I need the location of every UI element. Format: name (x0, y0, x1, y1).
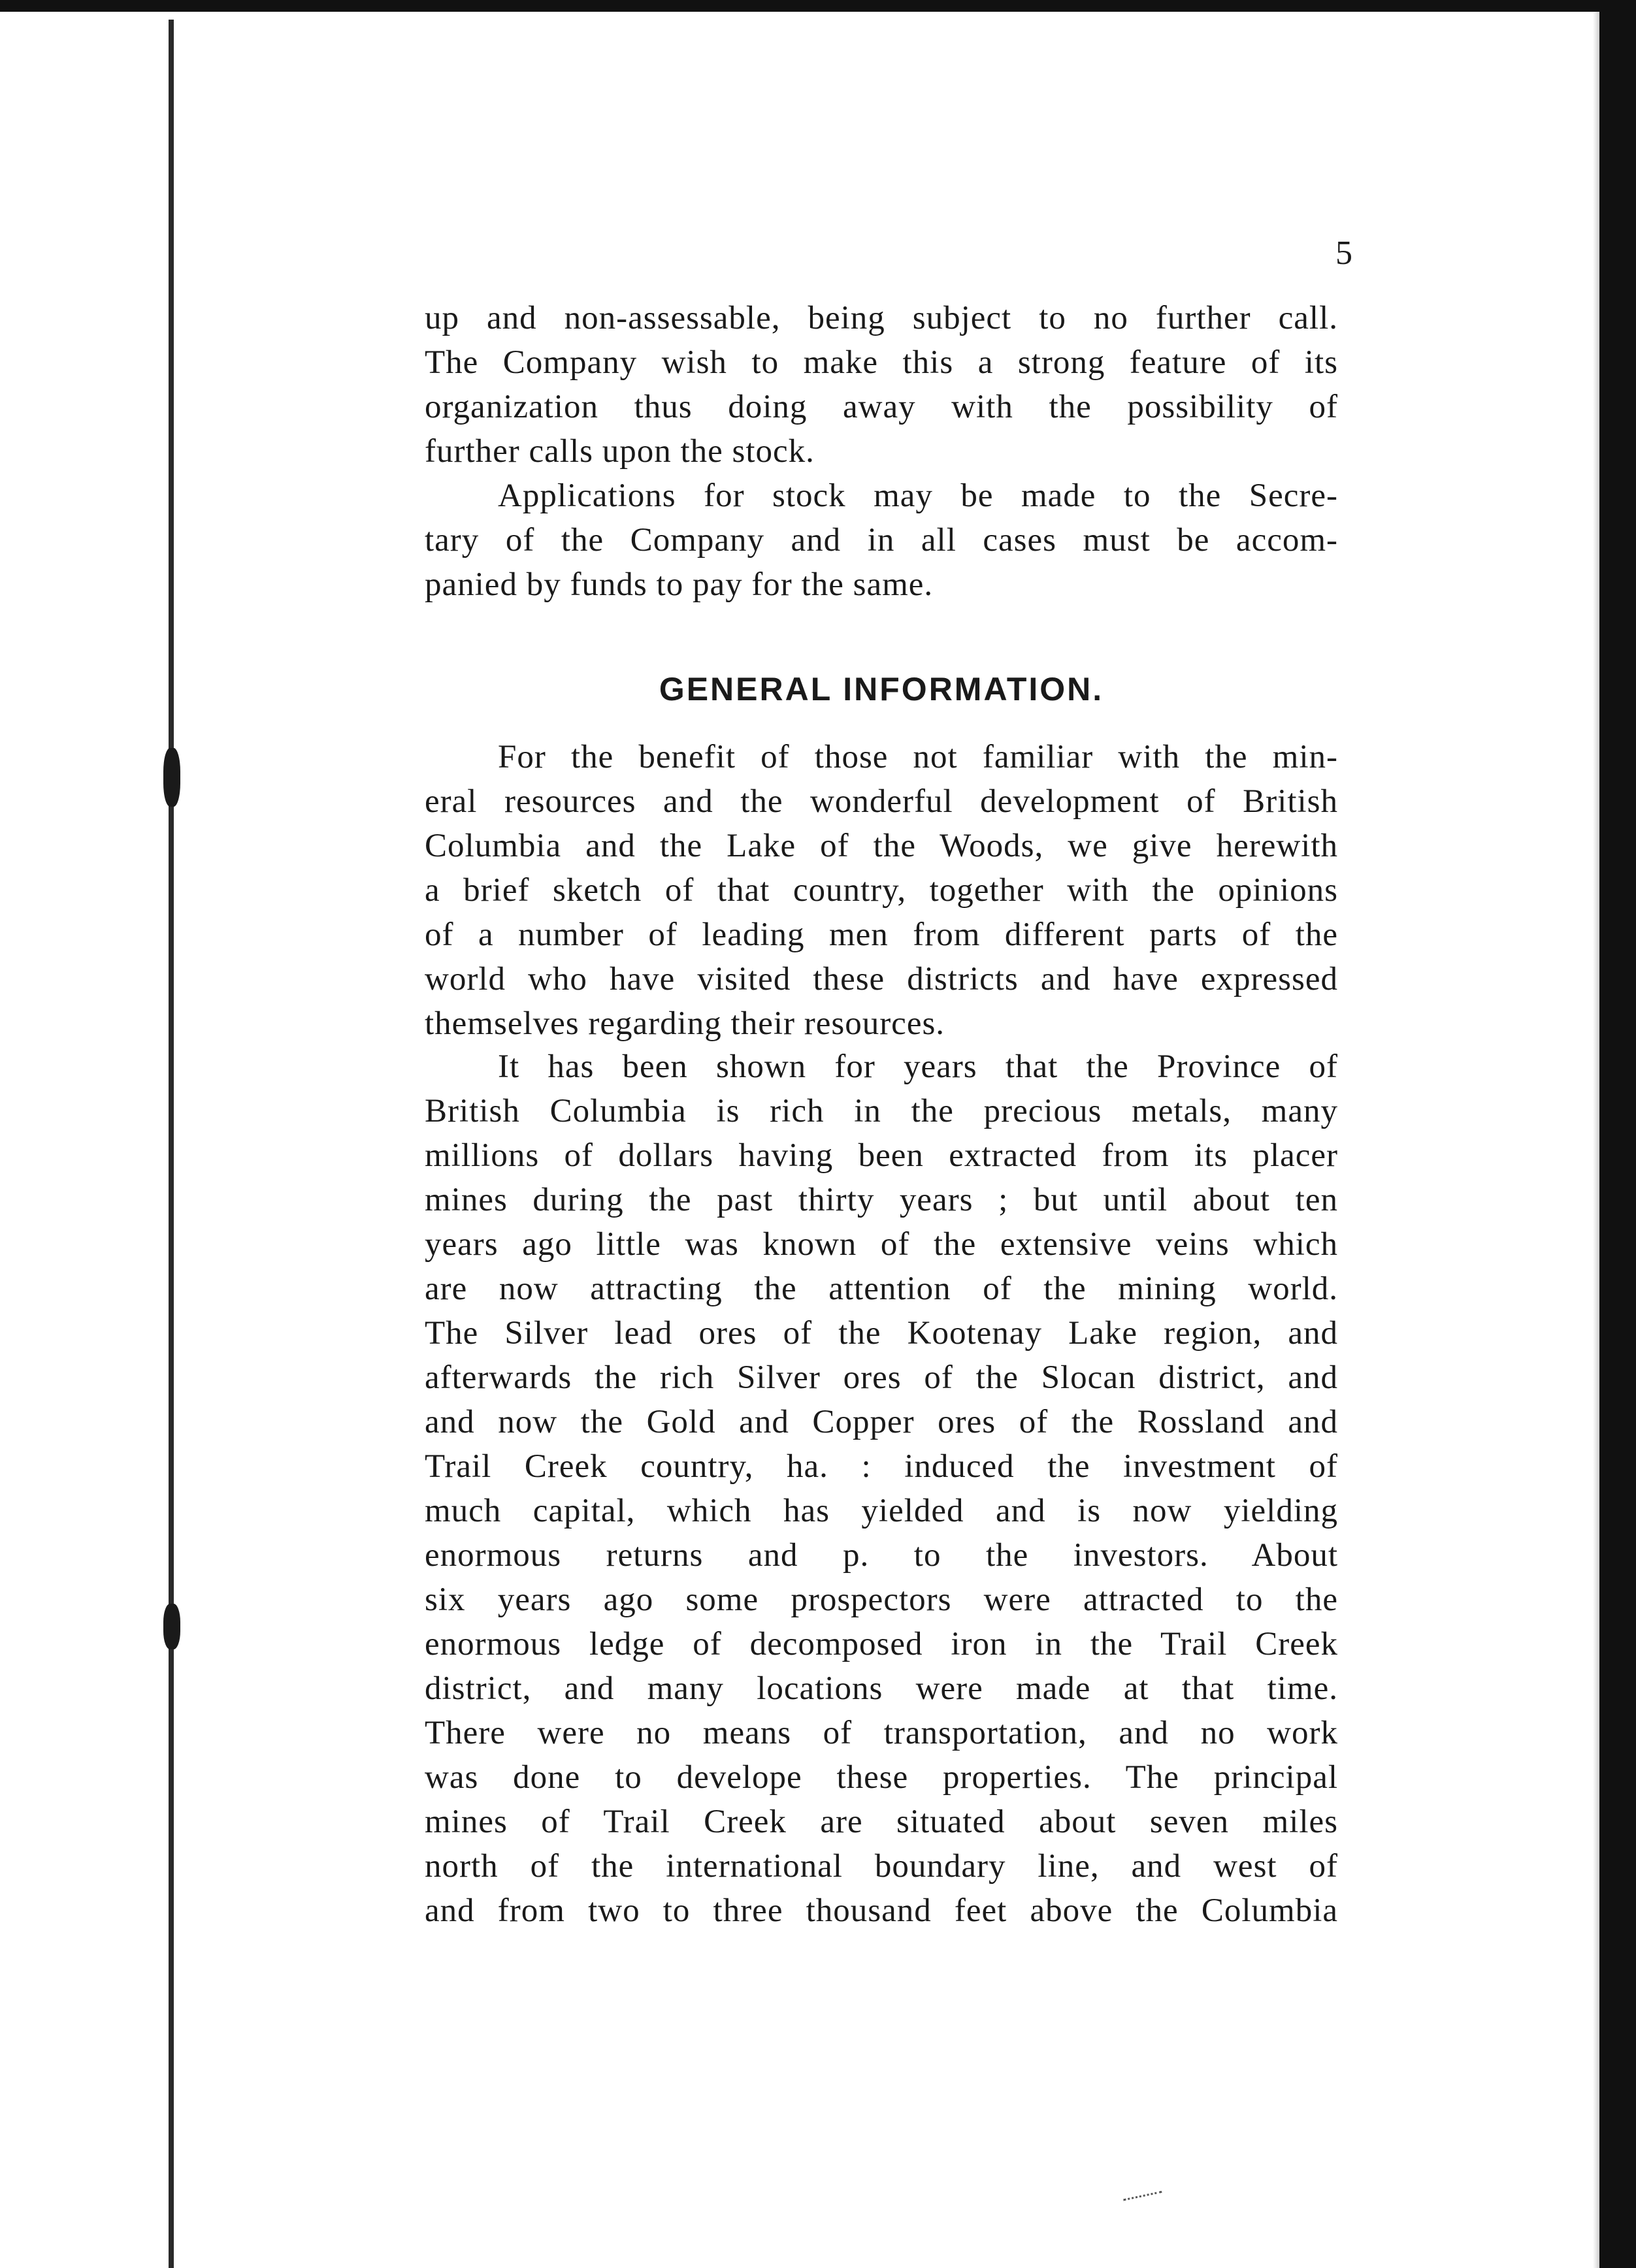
text-line: north of the international boundary line, and west of (425, 1848, 1338, 1885)
text-line: up and non-assessable, being subject to no further call. (425, 300, 1338, 336)
page-number: 5 (1335, 235, 1352, 272)
paragraph-british-columbia (425, 1045, 1338, 1933)
text-line: enormous ledge of decomposed iron in the Trail Creek (425, 1626, 1338, 1662)
text-line: The Silver lead ores of the Kootenay Lake region, and (425, 1315, 1338, 1352)
text-line: Applications for stock may be made to the Secre- (498, 478, 1338, 514)
text-line: millions of dollars having been extracted from its placer (425, 1137, 1338, 1174)
text-line: British Columbia is rich in the precious metals, many (425, 1093, 1338, 1129)
text-line: much capital, which has yielded and is now yielding (425, 1493, 1338, 1529)
text-line: For the benefit of those not familiar with the min- (498, 739, 1338, 775)
binding-mark (163, 1604, 180, 1649)
scan-speck (1123, 2191, 1164, 2209)
text-line: a brief sketch of that country, together with the opinions (425, 872, 1338, 909)
paragraph-general-information (425, 735, 1338, 1046)
text-line: of a number of leading men from different parts of the (425, 916, 1338, 953)
binding-gutter (169, 20, 174, 2268)
text-line: years ago little was known of the extensive veins which (425, 1226, 1338, 1263)
paragraph-continuation (425, 296, 1338, 474)
text-line: was done to develope these properties. The principal (425, 1759, 1338, 1796)
text-line: The Company wish to make this a strong feature of its (425, 344, 1338, 381)
text-line: and from two to three thousand feet above the Columbia (425, 1892, 1338, 1929)
text-line: It has been shown for years that the Province of (498, 1048, 1338, 1085)
text-line: themselves regarding their resources. (425, 1005, 945, 1042)
binding-mark (163, 748, 180, 807)
section-heading: GENERAL INFORMATION. (659, 671, 1104, 707)
text-line: mines during the past thirty years ; but until about ten (425, 1182, 1338, 1218)
text-line: district, and many locations were made at that time. (425, 1670, 1338, 1707)
text-line: afterwards the rich Silver ores of the Slocan district, and (425, 1359, 1338, 1396)
text-line: tary of the Company and in all cases must be accom- (425, 522, 1338, 559)
text-line: world who have visited these districts and have expressed (425, 961, 1338, 997)
scan-border-top (0, 0, 1636, 12)
text-line: There were no means of transportation, and no work (425, 1715, 1338, 1751)
scan-shadow-right (1593, 12, 1599, 2268)
text-line: organization thus doing away with the possibility of (425, 389, 1338, 425)
text-line: mines of Trail Creek are situated about seven miles (425, 1804, 1338, 1840)
text-line: six years ago some prospectors were attracted to the (425, 1581, 1338, 1618)
text-line: further calls upon the stock. (425, 433, 815, 470)
text-line: Columbia and the Lake of the Woods, we give herewith (425, 828, 1338, 864)
text-line: are now attracting the attention of the mining world. (425, 1271, 1338, 1307)
text-line: panied by funds to pay for the same. (425, 566, 934, 603)
text-line: Trail Creek country, ha. : induced the investment of (425, 1448, 1338, 1485)
text-line: enormous returns and p. to the investors. About (425, 1537, 1338, 1574)
scan-border-right (1599, 0, 1636, 2268)
paragraph-applications (425, 474, 1338, 607)
text-line: eral resources and the wonderful development of British (425, 783, 1338, 820)
text-line: and now the Gold and Copper ores of the Rossland and (425, 1404, 1338, 1440)
